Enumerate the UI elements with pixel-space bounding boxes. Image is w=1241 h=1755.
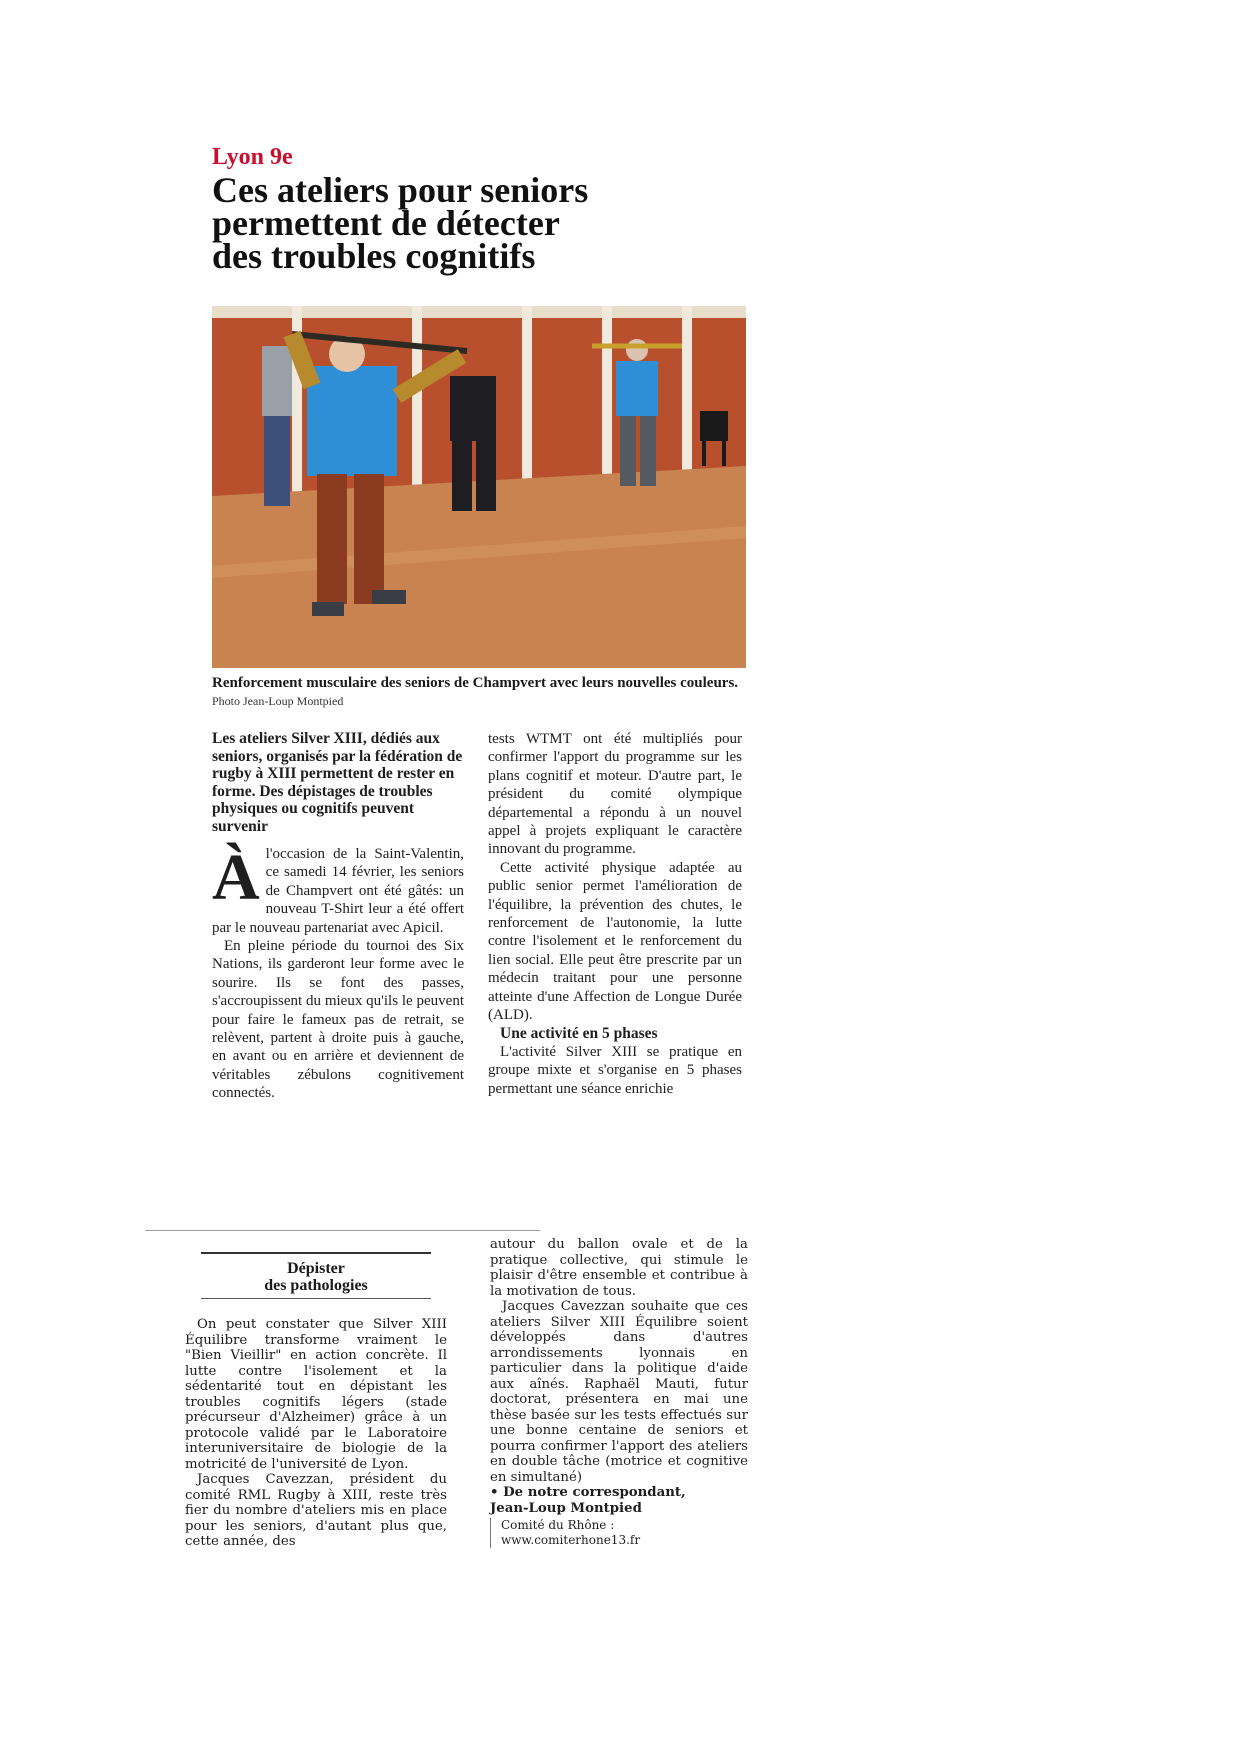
article-page	[185, 130, 760, 1610]
section-divider	[145, 1230, 540, 1231]
caption-text: Renforcement musculaire des seniors de Champvert avec leurs nouvelles couleurs.	[212, 675, 739, 691]
box-body	[185, 1317, 447, 1550]
photo-caption	[212, 674, 746, 710]
right-column-continued	[490, 1237, 748, 1548]
opening-paragraph	[212, 841, 464, 937]
headline	[212, 170, 752, 276]
footnote	[490, 1518, 748, 1548]
body-paragraph: Jacques Cavezzan souhaite que ces ateliers Silver XIII Équilibre soient développés dans d'autres arrondissements lyonnais en particulier dans la politique d'aide aux aînés. Raphaël Mauti, futur doctorat, présentera en mai une thèse basée sur les tests effectués sur une bonne centaine de seniors et pourra confirmer l'apport des ateliers en double tâche (motrice et cognitive en simultané)	[490, 1299, 748, 1485]
byline-name: Jean-Loup Montpied	[490, 1500, 642, 1516]
lede: Les ateliers Silver XIII, dédiés aux seniors, organisés par la fédération de rugby à XIII permettent de rester en forme. Des dépistages de troubles physiques ou cognitifs peuvent survenir	[212, 730, 463, 835]
photo-credit: Photo Jean-Loup Montpied	[212, 694, 344, 708]
body-paragraph: tests WTMT ont été multipliés pour confirmer l'apport du programme sur les plans cognitif et moteur. D'autre part, le président du comité olympique départemental a répondu à un nouvel appel à projets expliquant le caractère innovant du programme.	[488, 731, 742, 858]
headline-line: des troubles cognitifs	[212, 236, 536, 276]
drop-cap: À	[212, 841, 260, 914]
headline-line: Ces ateliers pour seniors	[212, 170, 589, 210]
footnote-link[interactable]: www.comiterhone13.fr	[501, 1533, 641, 1547]
body-paragraph: On peut constater que Silver XIII Équilibre transforme vraiment le "Bien Vieillir" en action concrète. Il lutte contre l'isolement et la sédentarité tout en dépistant les troubles cognitifs légers (stade précurseur d'Alzheimer) grâce à un protocole validé par le Laboratoire interuniversitaire de biologie de la motricité de l'université de Lyon.	[185, 1317, 447, 1472]
byline-line: • De notre correspondant,	[490, 1485, 686, 1500]
left-column	[212, 730, 464, 1103]
box-title-line: Dépister	[287, 1260, 345, 1277]
paragraph-text: l'occasion de la Saint-Valentin, ce samedi 14 février, les seniors de Champvert ont été gâtés: un nouveau T-Shirt leur a été offert par le nouveau partenariat avec Apicil.	[212, 846, 464, 936]
footnote-label: Comité du Rhône :	[501, 1518, 615, 1532]
body-paragraph: autour du ballon ovale et de la pratique collective, qui stimule le plaisir d'être ensemble et contribue à la motivation de tous.	[490, 1237, 748, 1299]
box-title-line: des pathologies	[264, 1277, 368, 1294]
body-paragraph: Jacques Cavezzan, président du comité RML Rugby à XIII, reste très fier du nombre d'ateliers mis en place pour les seniors, d'autant plus que, cette année, des	[185, 1472, 447, 1549]
location-kicker: Lyon 9e	[212, 144, 293, 170]
section-subhead: Une activité en 5 phases	[500, 1024, 658, 1042]
right-column	[488, 730, 742, 1098]
seniors-exercise-photo-illustration	[212, 306, 746, 668]
box-title	[201, 1252, 431, 1299]
body-paragraph: En pleine période du tournoi des Six Nations, ils garderont leur forme avec le sourire. Ils se font des passes, s'accroupissent du mieux qu'ils le peuvent pour faire le fameux pas de retrait, se relèvent, partent à droite puis à gauche, en avant ou en arrière et deviennent de véritables zébulons cognitivement connectés.	[212, 938, 464, 1102]
body-paragraph: Cette activité physique adaptée au public senior permet l'amélioration de l'équilibre, la prévention des chutes, le renforcement de l'autonomie, la lutte contre l'isolement et le renforcement du lien social. Elle peut être prescrite par un médecin traitant pour une personne atteinte d'une Affection de Longue Durée (ALD).	[488, 859, 742, 1024]
body-paragraph: L'activité Silver XIII se pratique en groupe mixte et s'organise en 5 phases permettant une séance enrichie	[488, 1043, 742, 1097]
sidebar-box	[185, 1232, 447, 1550]
article-photo	[212, 306, 746, 668]
headline-line: permettent de détecter	[212, 203, 560, 243]
